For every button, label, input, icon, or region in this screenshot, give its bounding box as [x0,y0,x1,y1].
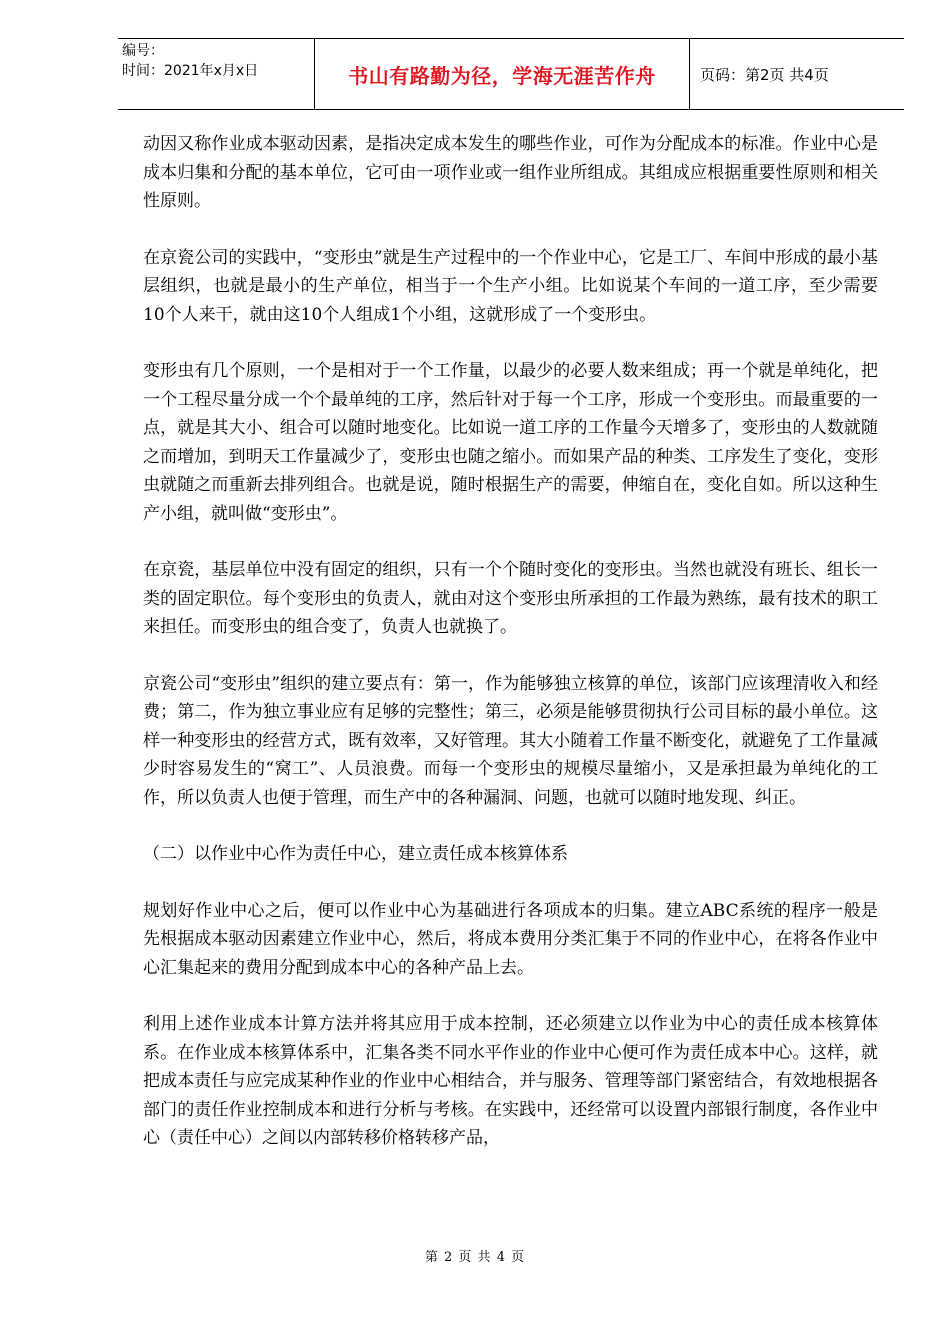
paragraph: 动因又称作业成本驱动因素，是指决定成本发生的哪些作业，可作为分配成本的标准。作业中心是成本归集和分配的基本单位，它可由一项作业或一组作业所组成。其组成应根据重要性原则和相关性原则。 [143,134,878,211]
document-body [143,130,878,1181]
header-motto: 书山有路勤为径，学海无涯苦作舟 [314,39,690,109]
header-page-number: 页码：第2页 共4页 [700,65,829,84]
paragraph: 变形虫有几个原则，一个是相对于一个工作量，以最少的必要人数来组成；再一个就是单纯化，把一个工程尽量分成一个个最单纯的工序，然后针对于每一个工序，形成一个变形虫。而最重要的一点，就是其大小、组合可以随时地变化。比如说一道工序的工作量今天增多了，变形虫的人数就随之而增加，到明天工作量减少了，变形虫也随之缩小。而如果产品的种类、工序发生了变化，变形虫就随之而重新去排列组合。也就是说，随时根据生产的需要，伸缩自在，变化自如。所以这种生产小组，就叫做“变形虫”。 [143,361,878,524]
section-heading: （二）以作业中心作为责任中心，建立责任成本核算体系 [143,844,568,864]
paragraph: 利用上述作业成本计算方法并将其应用于成本控制，还必须建立以作业为中心的责任成本核算体系。在作业成本核算体系中，汇集各类不同水平作业的作业中心便可作为责任成本中心。这样，就把成本责任与应完成某种作业的作业中心相结合，并与服务、管理等部门紧密结合，有效地根据各部门的责任作业控制成本和进行分析与考核。在实践中，还经常可以设置内部银行制度，各作业中心（责任中心）之间以内部转移价格转移产品， [143,1014,878,1148]
page-footer: 第 2 页 共 4 页 [424,1250,526,1265]
paragraph: 京瓷公司“变形虫”组织的建立要点有：第一，作为能够独立核算的单位，该部门应该理清收入和经费；第二，作为独立事业应有足够的完整性；第三，必须是能够贯彻执行公司目标的最小单位。这样一种变形虫的经营方式，既有效率，又好管理。其大小随着工作量不断变化，就避免了工作量减少时容易发生的“窝工”、人员浪费。而每一个变形虫的规模尽量缩小，又是承担最为单纯化的工作，所以负责人也便于管理，而生产中的各种漏洞、问题，也就可以随时地发现、纠正。 [143,673,878,808]
page-header [118,38,904,110]
document-code-label: 编号： [122,43,164,59]
document-time-label: 时间：2021年x月x日 [122,63,259,79]
paragraph: 在京瓷公司的实践中，“变形虫”就是生产过程中的一个作业中心，它是工厂、车间中形成的最小基层组织，也就是最小的生产单位，相当于一个生产小组。比如说某个车间的一道工序，至少需要10个人来干，就由这10个人组成1个小组，这就形成了一个变形虫。 [143,247,878,325]
paragraph: 在京瓷，基层单位中没有固定的组织，只有一个个随时变化的变形虫。当然也就没有班长、组长一类的固定职位。每个变形虫的负责人，就由对这个变形虫所承担的工作最为熟练，最有技术的职工来担任。而变形虫的组合变了，负责人也就换了。 [143,560,878,637]
header-meta [118,39,314,109]
paragraph: 规划好作业中心之后，便可以作业中心为基础进行各项成本的归集。建立ABC系统的程序一般是先根据成本驱动因素建立作业中心，然后，将成本费用分类汇集于不同的作业中心，在将各作业中心汇集起来的费用分配到成本中心的各种产品上去。 [143,900,878,978]
